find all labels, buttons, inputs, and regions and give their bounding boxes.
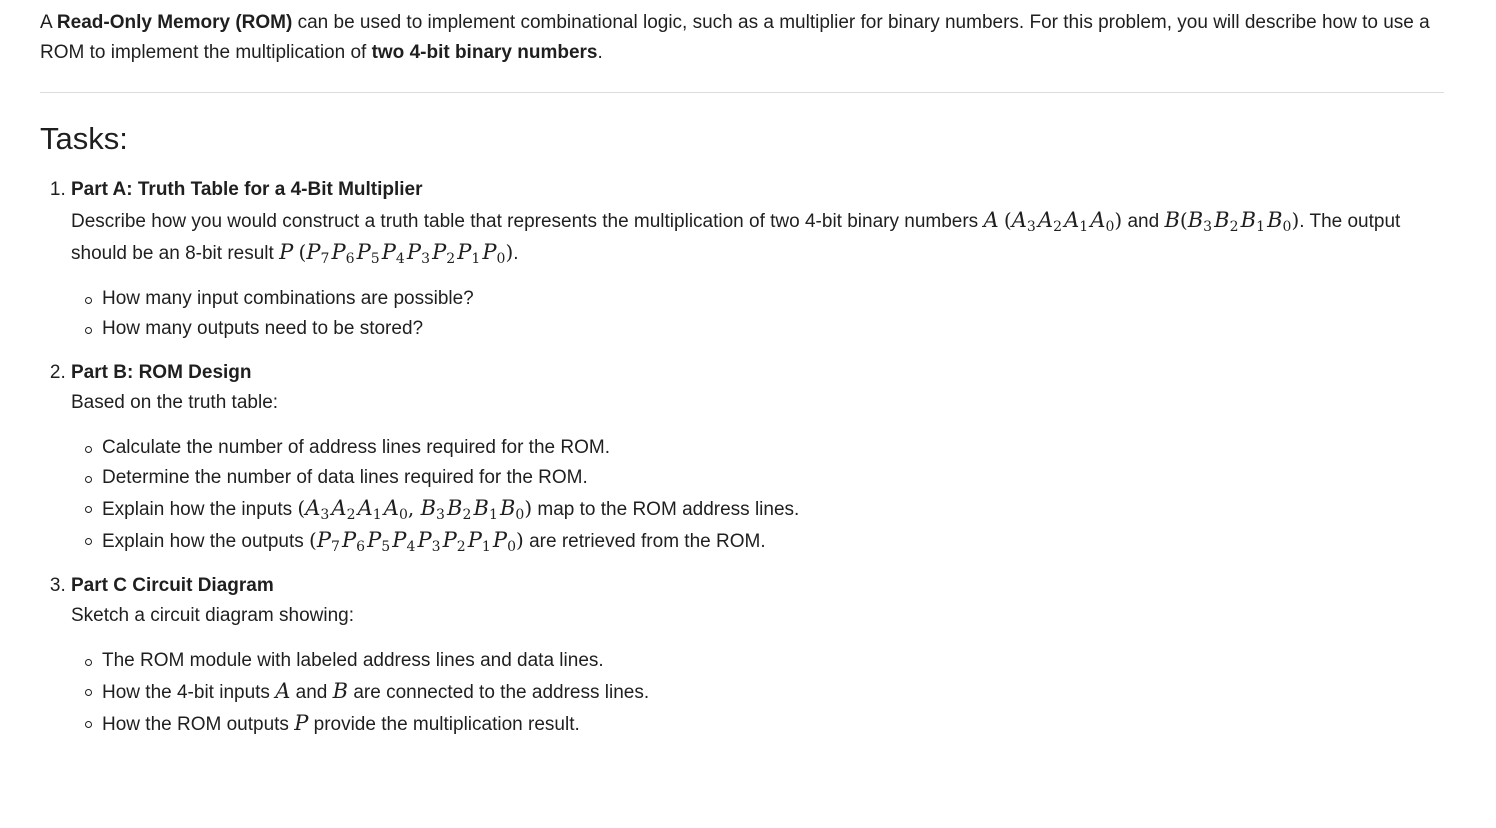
part-a-bullets <box>71 284 1456 344</box>
math-symbol: P <box>279 240 294 264</box>
list-item-text: are connected to the address lines. <box>348 682 650 703</box>
math-symbol: A <box>983 208 999 232</box>
part-c-bullets <box>71 646 1456 740</box>
math-b <box>1164 208 1179 232</box>
intro-bold-rom: Read-Only Memory (ROM) <box>56 12 293 33</box>
list-item-text: How the 4-bit inputs <box>102 682 276 703</box>
list-item-text: How the ROM outputs <box>102 714 295 735</box>
list-item-text: are retrieved from the ROM. <box>523 531 766 552</box>
list-item-text: Calculate the number of address lines required for the ROM. <box>102 437 610 458</box>
bullet-icon <box>85 506 92 513</box>
list-item <box>85 646 1456 676</box>
part-b-bullets <box>71 433 1456 557</box>
list-item <box>85 314 1456 344</box>
math-paren: ) <box>505 240 514 264</box>
task-item-part-b <box>71 358 1456 557</box>
text: . <box>513 243 519 264</box>
math-paren: ) <box>1114 208 1123 232</box>
list-item-text: The ROM module with labeled address lines and data lines. <box>102 650 604 671</box>
bullet-icon <box>85 476 92 483</box>
math-paren: ) <box>516 528 524 552</box>
task-item-part-a <box>71 175 1456 344</box>
bullet-icon <box>85 446 92 453</box>
math-paren: ) <box>1291 208 1300 232</box>
task-list <box>40 175 1456 740</box>
math-symbol: B <box>1164 208 1180 232</box>
list-item <box>85 676 1456 708</box>
task-item-part-c <box>71 571 1456 740</box>
bullet-icon <box>85 659 92 666</box>
tasks-heading: Tasks: <box>40 121 128 156</box>
math-b: B <box>332 679 349 703</box>
math-p <box>279 240 293 264</box>
text: Describe how you would construct a truth table that represents the multiplication of two 4-bit binary numbers <box>71 211 984 232</box>
list-item <box>85 525 1456 557</box>
math-a-bits: $A_3$ $A_2$ $A_1$ $A_0$ <box>1011 208 1115 235</box>
math-paren: ( <box>297 496 306 520</box>
part-b-description: Based on the truth table: <box>71 392 279 413</box>
bullet-icon <box>85 538 92 545</box>
math-p-bits: $P_7$ $P_6$ $P_5$ $P_4$ $P_3$ $P_2$ $P_1$ $P_0$ <box>316 528 516 555</box>
part-c-description: Sketch a circuit diagram showing: <box>71 605 355 626</box>
math-paren: ( <box>1179 208 1188 232</box>
list-item-text: Explain how the inputs <box>102 499 298 520</box>
text: . The output should be an 8-bit result <box>71 211 1401 264</box>
math-p-bits: $P_7$ $P_6$ $P_5$ $P_4$ $P_3$ $P_2$ $P_1$ $P_0$ <box>306 240 506 267</box>
list-item-text: map to the ROM address lines. <box>532 499 800 520</box>
list-item-text: Determine the number of data lines required for the ROM. <box>102 467 588 488</box>
math-paren: ) <box>524 496 533 520</box>
part-a-description <box>71 205 1456 269</box>
part-a-title: 1. Part A: Truth Table for a 4-Bit Multiplier <box>71 179 423 200</box>
list-item-text: Explain how the outputs <box>102 531 310 552</box>
math-paren: ( <box>1003 208 1012 232</box>
math-a: A <box>275 679 291 703</box>
list-item <box>85 463 1456 493</box>
list-item-text: How many input combinations are possible? <box>102 288 474 309</box>
list-item <box>85 433 1456 463</box>
list-item-text: and <box>290 682 333 703</box>
divider <box>40 92 1444 93</box>
bullet-icon <box>85 297 92 304</box>
math-paren: ( <box>298 240 307 264</box>
math-p: P <box>294 711 309 735</box>
intro-bold-operands: two 4-bit binary numbers <box>371 42 598 63</box>
text: and <box>1122 211 1165 232</box>
bullet-icon <box>85 327 92 334</box>
math-comma: , <box>407 496 421 520</box>
list-item <box>85 284 1456 314</box>
part-b-title: 2. Part B: ROM Design <box>71 362 252 383</box>
list-item-text: How many outputs need to be stored? <box>102 318 424 339</box>
intro-paragraph <box>40 8 1456 68</box>
intro-text: can be used to implement combinational logic, such as a multiplier for binary numbers. For this problem, you will describe how to use a ROM to implement the multiplication of <box>40 12 1430 63</box>
list-item <box>85 493 1456 525</box>
math-b-bits: $B_3$ $B_2$ $B_1$ $B_0$ <box>420 496 525 523</box>
math-paren: ( <box>309 528 317 552</box>
part-c-title: 3. Part C Circuit Diagram <box>71 575 274 596</box>
math-b-bits: $B_3$ $B_2$ $B_1$ $B_0$ <box>1187 208 1292 235</box>
intro-text: A <box>40 12 57 33</box>
intro-text: . <box>597 42 603 63</box>
list-item-text: provide the multiplication result. <box>308 714 580 735</box>
math-a-bits: $A_3$ $A_2$ $A_1$ $A_0$ <box>305 496 408 523</box>
bullet-icon <box>85 721 92 728</box>
list-item <box>85 708 1456 740</box>
math-a <box>983 208 998 232</box>
bullet-icon <box>85 689 92 696</box>
